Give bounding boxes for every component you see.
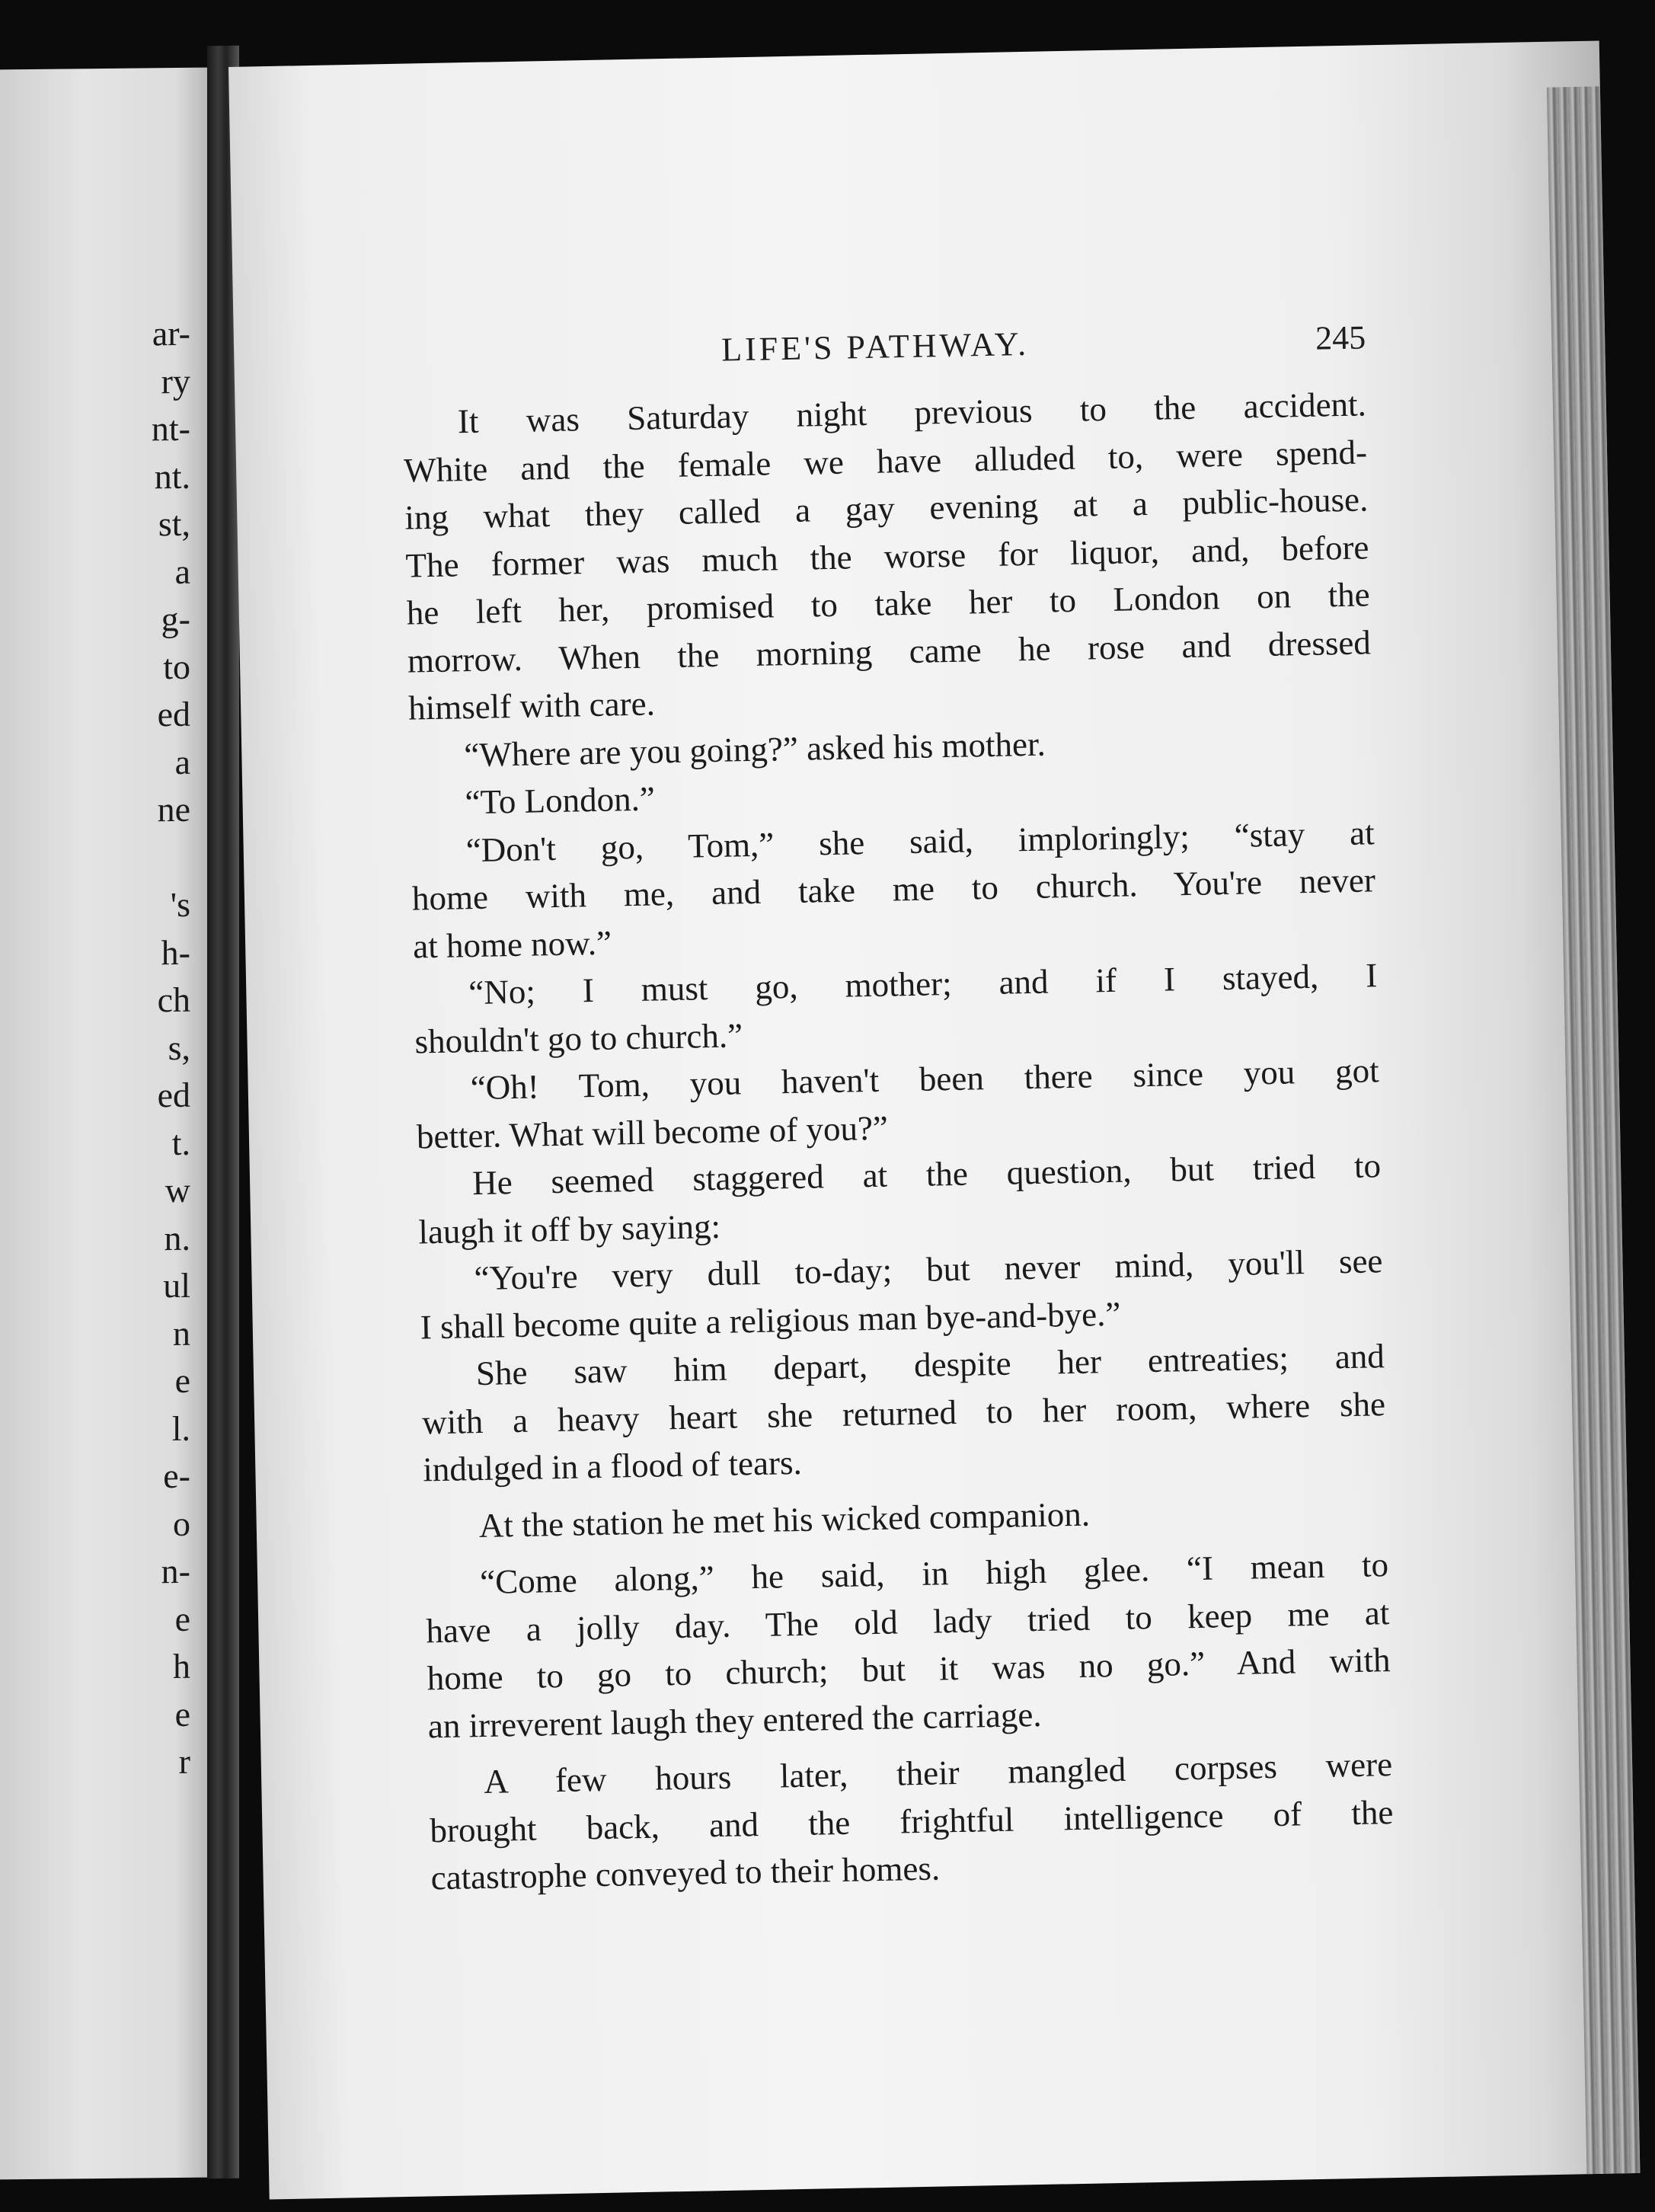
fragment-line: ry bbox=[161, 361, 190, 401]
previous-page-line-fragments bbox=[122, 310, 190, 1786]
text-line: have a jolly day. The old lady tried to keep me at bbox=[425, 1593, 1390, 1650]
fragment-line: o bbox=[173, 1504, 190, 1543]
text-line: “Oh! Tom, you haven't been there since you got bbox=[470, 1051, 1380, 1108]
running-title: LIFE'S PATHWAY. bbox=[720, 324, 1030, 369]
text-line: home with me, and take me to church. You're never bbox=[411, 861, 1376, 918]
text-line: She saw him depart, despite her entreaties; and bbox=[475, 1337, 1385, 1393]
text-line: “Don't go, Tom,” she said, imploringly; “stay at bbox=[465, 813, 1375, 869]
text-line: brought back, and the frightful intelligence of the bbox=[430, 1792, 1394, 1849]
text-line: shouldn't go to church.” bbox=[414, 1015, 743, 1061]
fragment-line: l. bbox=[171, 1408, 190, 1448]
text-line: The former was much the worse for liquor, and, before bbox=[405, 527, 1369, 585]
fragment-line: e- bbox=[163, 1456, 190, 1496]
fragment-line: nt- bbox=[151, 408, 190, 449]
fragment-line: ch bbox=[157, 980, 190, 1020]
text-line: at home now.” bbox=[412, 923, 612, 966]
fragment-line: ne bbox=[157, 789, 190, 830]
fragment-line: n. bbox=[164, 1218, 190, 1258]
text-line: better. What will become of you?” bbox=[416, 1108, 889, 1156]
text-line: an irreverent laugh they entered the carriage. bbox=[427, 1695, 1043, 1745]
fragment-line: h bbox=[173, 1646, 190, 1686]
fragment-line: a bbox=[174, 742, 190, 782]
fragment-line: n- bbox=[161, 1551, 190, 1591]
book-page bbox=[228, 40, 1640, 2199]
body-text bbox=[402, 380, 1395, 1901]
fragment-line: n bbox=[173, 1313, 190, 1353]
text-line: ing what they called a gay evening at a public-house. bbox=[404, 480, 1369, 537]
text-line: himself with care. bbox=[407, 684, 656, 727]
fragment-line: g- bbox=[161, 599, 190, 639]
fragment-line: e bbox=[174, 1599, 190, 1638]
fragment-line: h- bbox=[161, 932, 190, 972]
fragment-line: e bbox=[174, 1360, 190, 1401]
text-line: he left her, promised to take her to London on the bbox=[406, 575, 1371, 632]
fragment-line: t. bbox=[171, 1123, 190, 1162]
fragment-line: st, bbox=[158, 503, 190, 544]
fragment-line: to bbox=[163, 647, 190, 686]
text-line: catastrophe conveyed to their homes. bbox=[430, 1849, 941, 1897]
text-line: “Where are you going?” asked his mother. bbox=[463, 724, 1046, 774]
page-edge-shadow bbox=[1547, 86, 1641, 2174]
text-line: “You're very dull to-day; but never mind, you'll see bbox=[474, 1242, 1383, 1298]
fragment-line: ul bbox=[163, 1265, 190, 1306]
fragment-line: s, bbox=[168, 1028, 190, 1067]
text-line: indulged in a flood of tears. bbox=[422, 1443, 803, 1489]
text-line: home to go to church; but it was no go.” And with bbox=[427, 1641, 1391, 1698]
fragment-line: ar- bbox=[152, 313, 190, 353]
fragment-line bbox=[122, 833, 190, 881]
text-line: morrow. When the morning came he rose and dressed bbox=[407, 622, 1372, 680]
page-number: 245 bbox=[1315, 318, 1366, 357]
fragment-line: w bbox=[165, 1170, 190, 1210]
text-line: White and the female we have alluded to, were spend- bbox=[403, 432, 1368, 490]
fragment-line: e bbox=[174, 1694, 190, 1734]
text-line: At the station he met his wicked companion. bbox=[478, 1494, 1091, 1545]
fragment-line: 's bbox=[170, 884, 190, 925]
text-line: “To London.” bbox=[465, 779, 656, 822]
fragment-line: r bbox=[178, 1741, 190, 1781]
running-head bbox=[234, 313, 1605, 385]
fragment-line: ed bbox=[157, 694, 190, 734]
text-line: with a heavy heart she returned to her room, where she bbox=[421, 1384, 1386, 1441]
fragment-line: ed bbox=[157, 1075, 190, 1115]
text-line: “No; I must go, mother; and if I stayed, I bbox=[468, 956, 1378, 1012]
text-line: A few hours later, their mangled corpses were bbox=[483, 1745, 1393, 1801]
fragment-line: nt. bbox=[154, 456, 190, 496]
text-line: It was Saturday night previous to the accident. bbox=[457, 385, 1367, 441]
fragment-line: a bbox=[174, 551, 190, 591]
text-line: “Come along,” he said, in high glee. “I mean to bbox=[479, 1546, 1389, 1602]
previous-page bbox=[0, 68, 207, 2180]
text-line: I shall become quite a religious man bye-and-bye.” bbox=[420, 1294, 1121, 1346]
text-line: He seemed staggered at the question, but tried to bbox=[471, 1146, 1382, 1203]
text-line: laugh it off by saying: bbox=[417, 1207, 721, 1251]
